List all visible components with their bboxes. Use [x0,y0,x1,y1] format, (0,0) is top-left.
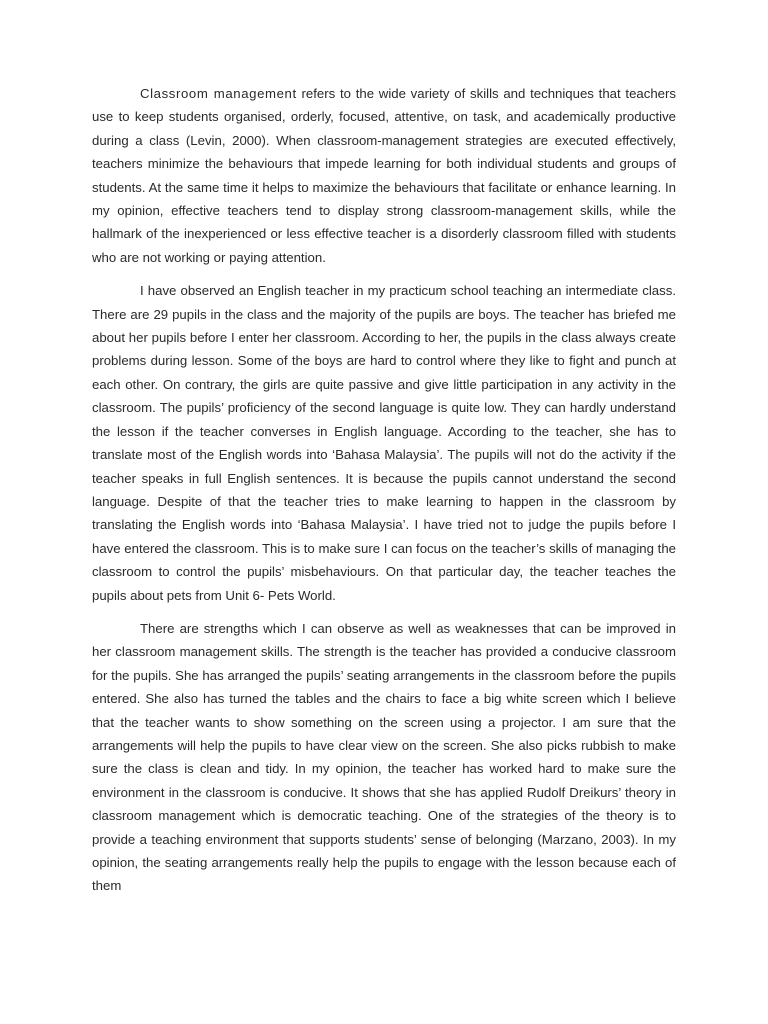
document-page [92,82,676,908]
paragraph-text: refers to the wide variety of skills and techniques that teachers use to keep students organised, orderly, focused, attentive, on task, and academically productive during a class (Levin, 2000). When classroom-management strategies are executed effectively, teachers minimize the behaviours that impede learning for both individual students and groups of students. At the same time it helps to maximize the behaviours that facilitate or enhance learning. In my opinion, effective teachers tend to display strong classroom-management skills, while the hallmark of the inexperienced or less effective teacher is a disorderly classroom filled with students who are not working or paying attention. [92,86,676,265]
paragraph-text: I have observed an English teacher in my practicum school teaching an intermediate class. There are 29 pupils in the class and the majority of the pupils are boys. The teacher has briefed me about her pupils before I enter her classroom. According to her, the pupils in the class always create problems during lesson. Some of the boys are hard to control where they like to fight and punch at each other. On contrary, the girls are quite passive and give little participation in any activity in the classroom. The pupils’ proficiency of the second language is quite low. They can hardly understand the lesson if the teacher converses in English language. According to the teacher, she has to translate most of the English words into ‘Bahasa Malaysia’. The pupils will not do the activity if the teacher speaks in full English sentences. It is because the pupils cannot understand the second language. Despite of that the teacher tries to make learning to happen in the classroom by translating the English words into ‘Bahasa Malaysia’. I have tried not to judge the pupils before I have entered the classroom. This is to make sure I can focus on the teacher’s skills of managing the classroom to control the pupils’ misbehaviours. On that particular day, the teacher teaches the pupils about pets from Unit 6- Pets World. [92,283,676,603]
paragraph-3 [92,617,676,898]
lead-term: Classroom management [140,86,297,101]
paragraph-2 [92,279,676,607]
paragraph-1 [92,82,676,269]
paragraph-text: There are strengths which I can observe as well as weaknesses that can be improved in her classroom management skills. The strength is the teacher has provided a conducive classroom for the pupils. She has arranged the pupils’ seating arrangements in the classroom before the pupils entered. She also has turned the tables and the chairs to face a big white screen which I believe that the teacher wants to show something on the screen using a projector. I am sure that the arrangements will help the pupils to have clear view on the screen. She also picks rubbish to make sure the class is clean and tidy. In my opinion, the teacher has worked hard to make sure the environment in the classroom is conducive. It shows that she has applied Rudolf Dreikurs’ theory in classroom management which is democratic teaching. One of the strategies of the theory is to provide a teaching environment that supports students’ sense of belonging (Marzano, 2003). In my opinion, the seating arrangements really help the pupils to engage with the lesson because each of them [92,620,676,894]
